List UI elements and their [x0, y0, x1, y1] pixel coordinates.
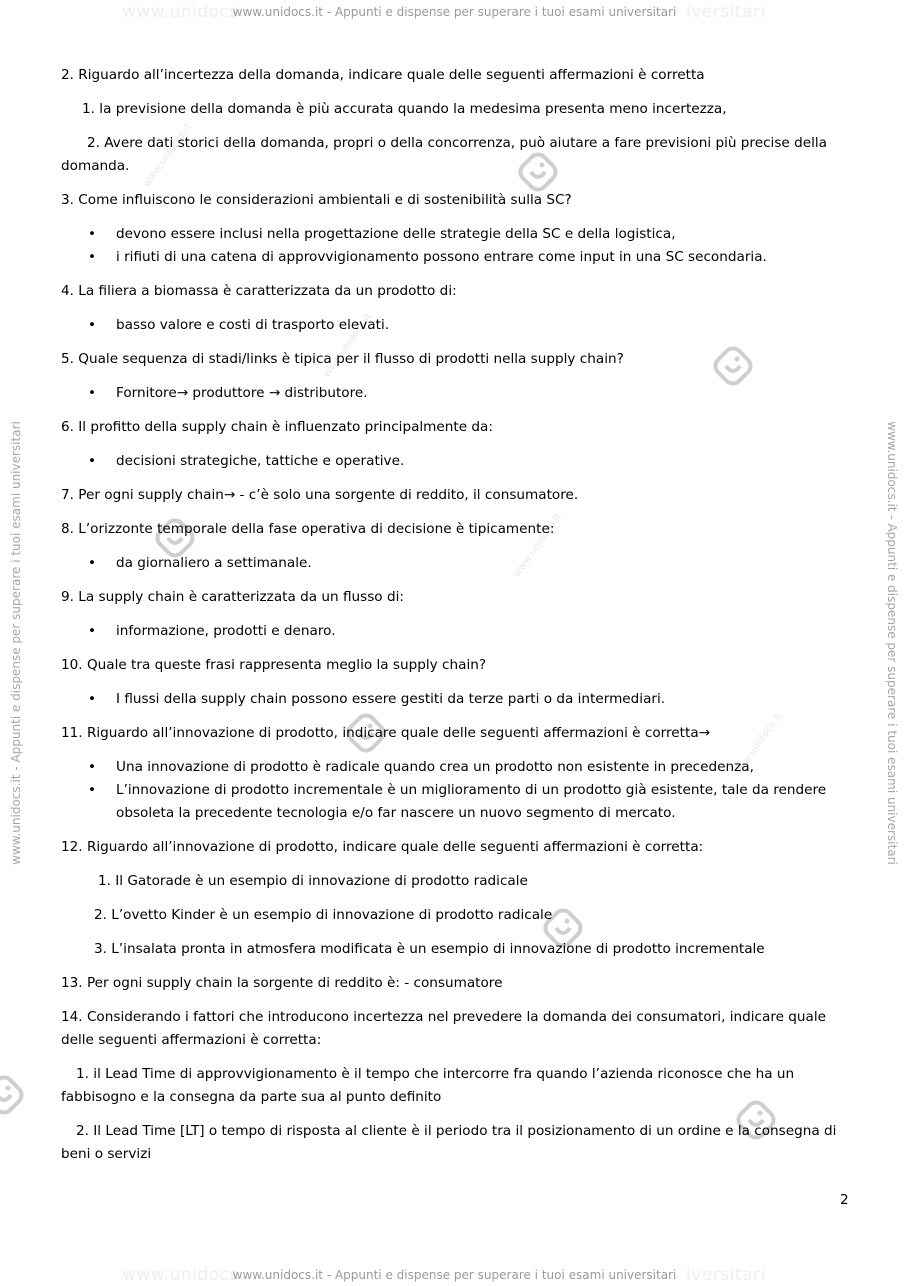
question-4-title: 4. La filiera a biomassa è caratterizzata da un prodotto di: — [61, 283, 457, 299]
watermark-text: www.unidocs.it — [321, 311, 374, 380]
question-11-answers — [61, 756, 841, 825]
ghost-footer-right: iversitari — [686, 1265, 766, 1285]
page-number: 2 — [840, 1192, 849, 1208]
ghost-footer-left: www.unidocs — [122, 1265, 239, 1285]
watermark-text: www.unidocs.it — [511, 511, 564, 580]
answer-bullet: • Fornitore→ produttore → distributore. — [61, 382, 841, 405]
question-10-title: 10. Quale tra queste frasi rappresenta meglio la supply chain? — [61, 657, 487, 673]
answer-bullet: • da giornaliero a settimanale. — [61, 552, 841, 575]
ghost-header-right: iversitari — [686, 2, 766, 22]
question-14-item-1: 1. il Lead Time di approvvigionamento è il tempo che intercorre fra quando l’azienda riconosce che ha un fabbisogno e la consegna da parte sua al punto definito — [61, 1066, 795, 1105]
quiz-content — [61, 64, 841, 1177]
watermark-text: www.unidocs.it — [141, 121, 194, 190]
answer-bullet: • basso valore e costi di trasporto elevati. — [61, 314, 841, 337]
page-header-watermark: www.unidocs.it - Appunti e dispense per superare i tuoi esami universitari — [232, 5, 677, 19]
unidocs-logo-icon — [0, 1075, 24, 1115]
question-12-item-2: 2. L’ovetto Kinder è un esempio di innovazione di prodotto radicale — [94, 907, 553, 923]
question-8-title: 8. L’orizzonte temporale della fase operativa di decisione è tipicamente: — [61, 521, 555, 537]
answer-bullet: • i rifiuti di una catena di approvvigionamento possono entrare come input in una SC secondaria. — [61, 246, 841, 269]
right-side-watermark: www.unidocs.it - Appunti e dispense per superare i tuoi esami universitari — [885, 421, 899, 865]
watermark-text: www.unidocs.it — [731, 711, 784, 780]
question-9-title: 9. La supply chain è caratterizzata da un flusso di: — [61, 589, 404, 605]
question-2-title: 2. Riguardo all’incertezza della domanda, indicare quale delle seguenti affermazioni è corretta — [61, 67, 705, 83]
question-3-title: 3. Come influiscono le considerazioni ambientali e di sostenibilità sulla SC? — [61, 192, 572, 208]
answer-bullet: • I flussi della supply chain possono essere gestiti da terze parti o da intermediari. — [61, 688, 841, 711]
question-6-answers — [61, 450, 841, 473]
question-14-item-2: 2. Il Lead Time [LT] o tempo di risposta al cliente è il periodo tra il posizionamento di un ordine e la consegna di beni o servizi — [61, 1123, 837, 1162]
answer-bullet: • informazione, prodotti e denaro. — [61, 620, 841, 643]
answer-bullet: • L’innovazione di prodotto incrementale è un miglioramento di un prodotto già esistente, tale da rendere obsoleta la precedente tecnologia e/o far nascere un nuovo segmento di mercato. — [61, 779, 841, 825]
question-12-title: 12. Riguardo all’innovazione di prodotto, indicare quale delle seguenti affermazioni è corretta: — [61, 839, 704, 855]
question-4-answers — [61, 314, 841, 337]
question-14-title: 14. Considerando i fattori che introducono incertezza nel prevedere la domanda dei consumatori, indicare quale delle seguenti affermazioni è corretta: — [61, 1009, 827, 1048]
answer-bullet: • devono essere inclusi nella progettazione delle strategie della SC e della logistica, — [61, 223, 841, 246]
question-8-answers — [61, 552, 841, 575]
question-7-title: 7. Per ogni supply chain→ - c’è solo una sorgente di reddito, il consumatore. — [61, 487, 579, 503]
question-12-item-1: 1. Il Gatorade è un esempio di innovazione di prodotto radicale — [98, 873, 528, 889]
page-footer-watermark: www.unidocs.it - Appunti e dispense per superare i tuoi esami universitari — [232, 1268, 677, 1282]
question-11-title: 11. Riguardo all’innovazione di prodotto, indicare quale delle seguenti affermazioni è corretta→ — [61, 725, 711, 741]
left-side-watermark: www.unidocs.it - Appunti e dispense per superare i tuoi esami universitari — [9, 421, 23, 865]
answer-bullet: • decisioni strategiche, tattiche e operative. — [61, 450, 841, 473]
question-12-item-3: 3. L’insalata pronta in atmosfera modificata è un esempio di innovazione di prodotto incrementale — [94, 941, 765, 957]
question-2-item-2: 2. Avere dati storici della domanda, propri o della concorrenza, può aiutare a fare previsioni più precise della domanda. — [61, 135, 827, 174]
question-5-answers — [61, 382, 841, 405]
question-10-answers — [61, 688, 841, 711]
question-3-answers — [61, 223, 841, 269]
answer-bullet: • Una innovazione di prodotto è radicale quando crea un prodotto non esistente in precedenza, — [61, 756, 841, 779]
question-2-item-1: 1. la previsione della domanda è più accurata quando la medesima presenta meno incertezza, — [82, 101, 727, 117]
question-6-title: 6. Il profitto della supply chain è influenzato principalmente da: — [61, 419, 493, 435]
question-9-answers — [61, 620, 841, 643]
question-13-title: 13. Per ogni supply chain la sorgente di reddito è: - consumatore — [61, 975, 503, 991]
ghost-header-left: www.unidocs — [122, 2, 239, 22]
question-5-title: 5. Quale sequenza di stadi/links è tipica per il flusso di prodotti nella supply chain? — [61, 351, 624, 367]
